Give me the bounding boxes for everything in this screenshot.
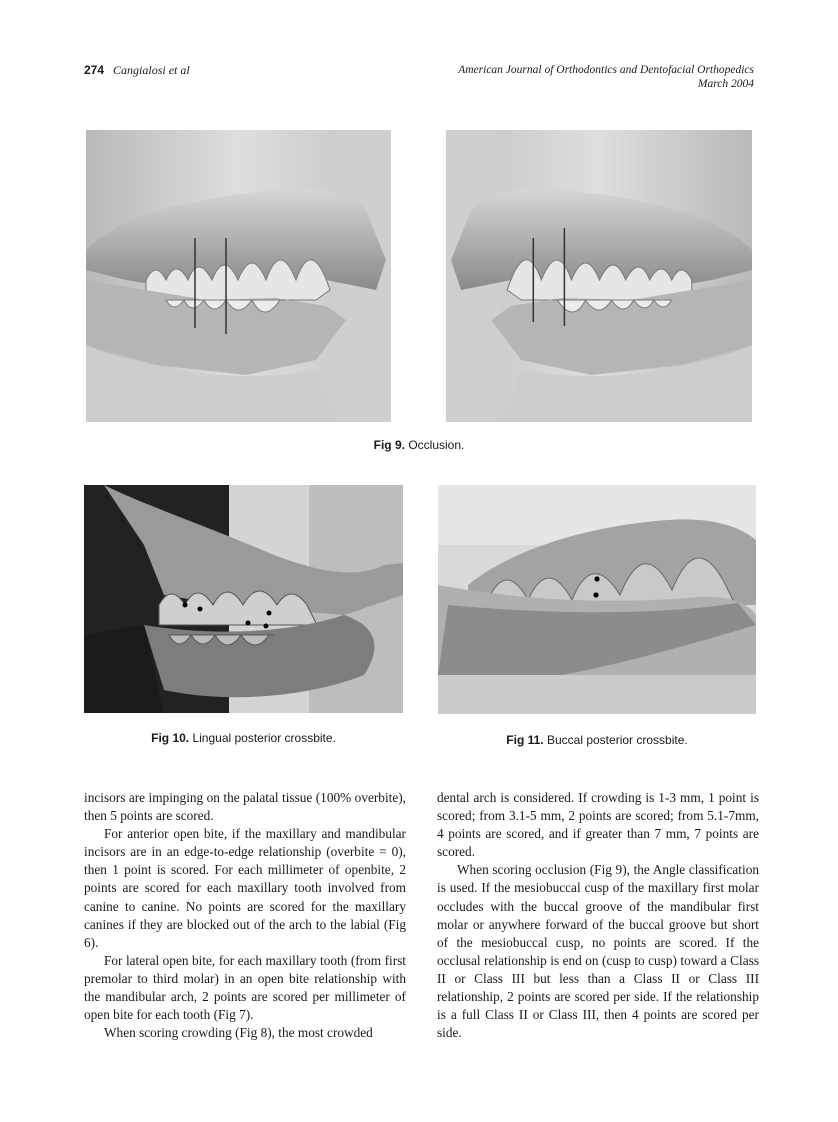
paragraph: For anterior open bite, if the maxillary and mandibular incisors are in an edge-to-edge relationship (overbite = 0), then 1 point is scored. For each millimeter of openbite, 2 points are scored for each maxillary tooth involved from canine to canine. No points are scored for the maxillary canines if they are blocked out of the arch to the labial (Fig 6). <box>84 826 406 950</box>
fig11-label: Fig 11. <box>506 733 544 747</box>
fig10-label: Fig 10. <box>151 731 190 745</box>
body-left-column <box>84 789 406 1042</box>
paragraph: When scoring occlusion (Fig 9), the Angle classification is used. If the mesiobuccal cusp of the maxillary first molar occludes with the buccal groove of the mandibular first molar or anywhere forward of the buccal groove but short of the mesiobuccal cusp, no points are scored. If the occlusal relationship is end on (cusp to cusp) toward a Class II or Class III but less than a Class II or Class III relationship, 2 points are scored per side. If the relationship is a full Class II or Class III, then 4 points are scored per side. <box>437 862 759 1041</box>
fig10-caption-text: Lingual posterior crossbite. <box>192 731 336 745</box>
paragraph: For lateral open bite, for each maxillary tooth (from first premolar to third molar) in an open bite relationship with the mandibular arch, 2 points are scored per millimeter of open bite for each tooth (Fig 7). <box>84 952 406 1023</box>
fig11-caption <box>438 733 756 747</box>
fig9-label: Fig 9. <box>373 438 405 452</box>
fig11-caption-text: Buccal posterior crossbite. <box>546 733 688 747</box>
paragraph: dental arch is considered. If crowding is 1-3 mm, 1 point is scored; from 3.1-5 mm, 2 points are scored; from 5.1-7mm, 4 points are scored, and if greater than 7 mm, 7 points are scored. <box>437 790 759 860</box>
fig11-image <box>438 485 756 714</box>
paragraph: incisors are impinging on the palatal tissue (100% overbite), then 5 points are scored. <box>84 790 406 824</box>
fig10-image <box>84 485 403 713</box>
fig9-caption <box>86 438 752 452</box>
fig9-left-image <box>86 130 391 422</box>
issue-date: March 2004 <box>697 78 754 90</box>
fig9-caption-text: Occlusion. <box>408 438 465 452</box>
running-header-left <box>84 63 190 78</box>
fig9-right-image <box>446 130 752 422</box>
paragraph: When scoring crowding (Fig 8), the most crowded <box>104 1025 373 1041</box>
running-header-right <box>458 63 754 91</box>
body-right-column <box>437 789 759 1042</box>
journal-title: American Journal of Orthodontics and Dentofacial Orthopedics <box>458 64 754 76</box>
page-number: 274 <box>84 63 105 77</box>
fig10-caption <box>84 731 403 745</box>
running-author: Cangialosi et al <box>113 63 190 77</box>
